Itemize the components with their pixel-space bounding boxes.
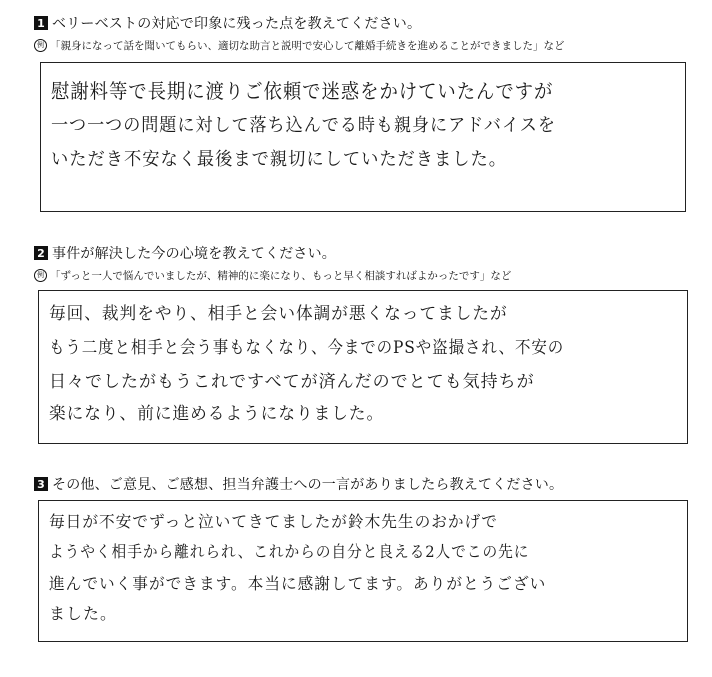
answer-line: 進んでいく事ができます。本当に感謝してます。ありがとうござい [49,574,547,593]
question-text: 事件が解決した今の心境を教えてください。 [52,246,336,262]
question-1 [34,13,421,33]
answer-line: 毎回、裁判をやり、相手と会い体調が悪くなってましたが [49,304,508,324]
answer-line: 慰謝料等で長期に渡りご依頼で迷惑をかけていたんですが [51,79,554,103]
question-text: その他、ご意見、ご感想、担当弁護士への一言がありましたら教えてください。 [52,477,564,493]
question-2 [34,243,336,263]
question-number-badge: 1 [34,16,48,30]
question-text: ベリーベストの対応で印象に残った点を教えてください。 [52,16,422,32]
answer-line: ようやく相手から離れられ、これからの自分と良える2人でこの先に [49,542,530,561]
question-number-badge: 2 [34,246,48,260]
answer-box-3 [38,500,688,642]
example-text: 「親身になって話を聞いてもらい、適切な助言と説明で安心して離婚手続きを進めることができました」など [50,40,565,52]
example-text: 「ずっと一人で悩んでいましたが、精神的に楽になり、もっと早く相談すればよかったです」など [50,270,512,282]
example-mark: 例 [34,269,47,282]
answer-box-2 [38,290,688,444]
example-1 [34,38,565,53]
answer-line: 毎日が不安でずっと泣いてきてましたが鈴木先生のおかげで [49,512,498,531]
answer-line: 楽になり、前に進めるようになりました。 [49,404,385,424]
example-mark: 例 [34,39,47,52]
answer-box-1 [40,62,686,212]
question-3 [34,474,563,494]
answer-line: もう二度と相手と会う事もなくなり、今までのPSや盗撮され、不安の [49,338,565,358]
example-2 [34,268,511,283]
answer-line: 一つ一つの問題に対して落ち込んでる時も親身にアドバイスを [51,115,556,136]
answer-line: 日々でしたがもうこれですべてが済んだのでとても気持ちが [49,372,535,392]
question-number-badge: 3 [34,477,48,491]
answer-line: ました。 [49,604,118,623]
answer-line: いただき不安なく最後まで親切にしていただきました。 [51,149,507,170]
